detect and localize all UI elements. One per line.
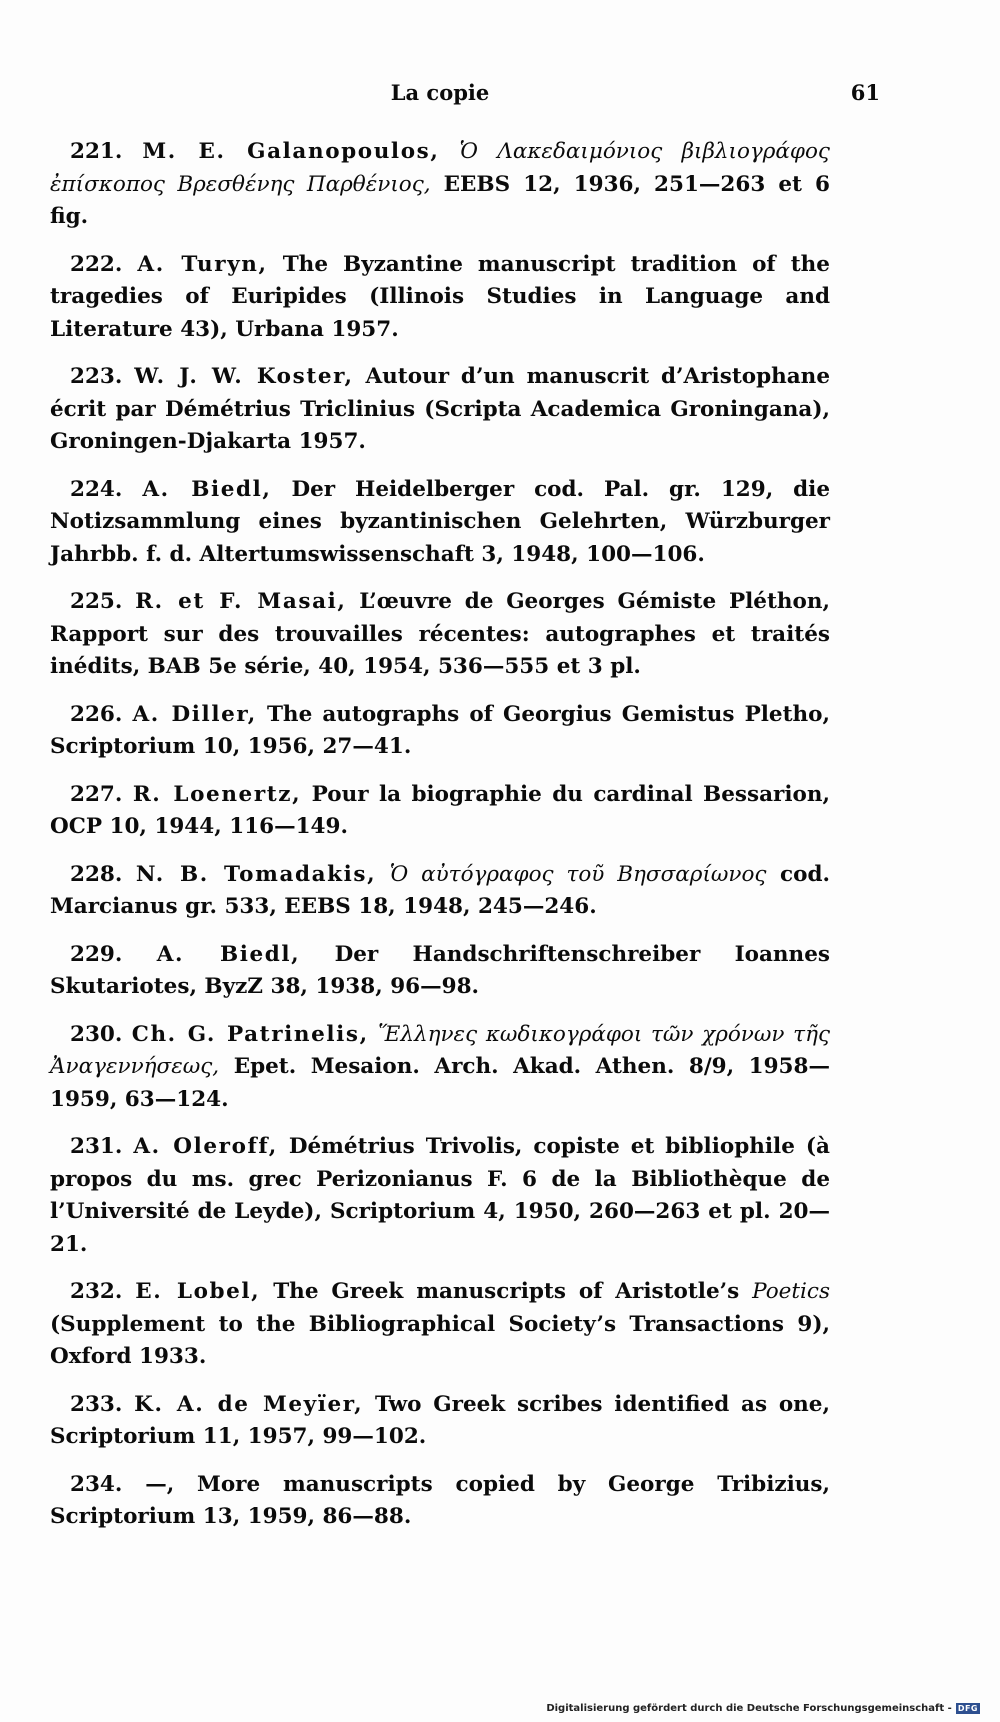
bibliography-entry-229 — [50, 939, 830, 1004]
entry-number: 233. — [70, 1391, 123, 1417]
entry-author: R. Loenertz, — [132, 781, 302, 807]
entry-author: A. Biedl, — [142, 476, 272, 502]
entry-author: M. E. Galanopoulos, — [142, 139, 440, 164]
bibliography-entry-226 — [50, 699, 830, 764]
entry-number: 226. — [70, 701, 123, 727]
entry-citation: Démétrius Trivolis, copiste et bibliophile (à propos du ms. grec Perizonianus F. 6 de la Bibliothèque de l’Université de Leyde), Scriptorium 4, 1950, 260—263 et pl. 20—21. — [50, 1134, 830, 1257]
entry-number: 224. — [70, 476, 123, 502]
entry-citation: Two Greek scribes identified as one, Scriptorium 11, 1957, 99—102. — [50, 1391, 830, 1449]
entry-author: N. B. Tomadakis, — [135, 861, 377, 887]
bibliography-entry-221 — [50, 136, 830, 234]
entry-number: 223. — [70, 364, 123, 389]
bibliography-entry-234 — [50, 1469, 830, 1534]
entry-citation: The autographs of Georgius Gemistus Pletho, Scriptorium 10, 1956, 27—41. — [50, 701, 830, 759]
bibliography-entry-223 — [50, 361, 830, 459]
entry-citation: EEBS 12, 1936, 251—263 et 6 fig. — [50, 171, 830, 229]
entry-author: W. J. W. Koster, — [134, 364, 354, 389]
entry-author-ditto: —, — [145, 1471, 175, 1497]
entry-citation: Der Handschriftenschreiber Ioannes Skutariotes, ByzZ 38, 1938, 96—98. — [50, 941, 830, 999]
entry-citation: (Supplement to the Bibliographical Society’s Transactions 9), Oxford 1933. — [50, 1311, 830, 1369]
entry-author: A. Turyn, — [137, 251, 268, 277]
bibliography-entry-233 — [50, 1389, 830, 1454]
bibliography-entry-228 — [50, 859, 830, 924]
entry-citation: More manuscripts copied by George Tribizius, Scriptorium 13, 1959, 86—88. — [50, 1471, 830, 1529]
bibliography-entry-227 — [50, 779, 830, 844]
credit-text: Digitalisierung gefördert durch die Deutsche Forschungsgemeinschaft - — [546, 1703, 952, 1714]
running-head: La copie — [390, 80, 490, 105]
entry-author: K. A. de Meyïer, — [134, 1391, 364, 1417]
entry-citation: Autour d’un manuscrit d’Aristophane écrit par Démétrius Triclinius (Scripta Academica Groningana), Groningen-Djakarta 1957. — [50, 364, 830, 454]
entry-author: A. Diller, — [132, 701, 257, 727]
entry-greek-title: Ἕλληνες κωδικογράφοι τῶν χρόνων τῆς Ἀναγεννήσεως, — [50, 1021, 830, 1079]
entry-number: 221. — [70, 139, 123, 164]
entry-citation: cod. Marcianus gr. 533, EEBS 18, 1948, 245—246. — [50, 861, 830, 919]
bibliography-entry-225 — [50, 586, 830, 684]
bibliography-entry-230 — [50, 1019, 830, 1117]
entry-citation: L’œuvre de Georges Gémiste Pléthon, Rapport sur des trouvailles récentes: autographes et traités inédits, BAB 5e série, 40, 1954, 536—555 et 3 pl. — [50, 589, 830, 679]
bibliography-list — [50, 136, 830, 1549]
entry-number: 234. — [70, 1471, 123, 1497]
entry-title-prefix: The Greek manuscripts of Aristotle’s — [273, 1279, 740, 1304]
dfg-logo: DFG — [957, 1704, 978, 1713]
page-number: 61 — [850, 80, 880, 105]
bibliography-entry-224 — [50, 474, 830, 572]
entry-citation: Der Heidelberger cod. Pal. gr. 129, die Notizsammlung eines byzantinischen Gelehrten, Würzburger Jahrbb. f. d. Altertumswissenschaft 3, 1948, 100—106. — [50, 476, 830, 567]
entry-author: A. Biedl, — [156, 941, 301, 967]
digitization-credit — [546, 1703, 980, 1714]
entry-citation: The Byzantine manuscript tradition of the tragedies of Euripides (Illinois Studies in Language and Literature 43), Urbana 1957. — [50, 251, 830, 342]
entry-number: 227. — [70, 781, 123, 807]
entry-number: 222. — [70, 251, 123, 277]
bibliography-entry-231 — [50, 1131, 830, 1261]
entry-number: 231. — [70, 1134, 123, 1159]
entry-number: 232. — [70, 1279, 123, 1304]
entry-italic-title: Poetics — [752, 1279, 830, 1304]
bibliography-entry-232 — [50, 1276, 830, 1374]
entry-number: 228. — [70, 861, 123, 887]
entry-citation: Epet. Mesaion. Arch. Akad. Athen. 8/9, 1958—1959, 63—124. — [50, 1054, 830, 1112]
entry-author: E. Lobel, — [135, 1279, 261, 1304]
page-header — [50, 80, 880, 114]
entry-number: 225. — [70, 589, 123, 614]
entry-citation: Pour la biographie du cardinal Bessarion, OCP 10, 1944, 116—149. — [50, 781, 830, 839]
entry-greek-title: Ὁ αὐτόγραφος τοῦ Βησσαρίωνος — [389, 861, 767, 887]
entry-author: Ch. G. Patrinelis, — [131, 1021, 369, 1047]
entry-number: 230. — [70, 1021, 123, 1047]
entry-number: 229. — [70, 941, 123, 967]
bibliography-entry-222 — [50, 249, 830, 347]
entry-greek-title: Ὁ Λακεδαιμόνιος βιβλιογράφος ἐπίσκοπος Βρεσθένης Παρθένιος, — [50, 139, 830, 197]
entry-author: A. Oleroff, — [133, 1134, 278, 1159]
entry-author: R. et F. Masai, — [135, 589, 347, 614]
